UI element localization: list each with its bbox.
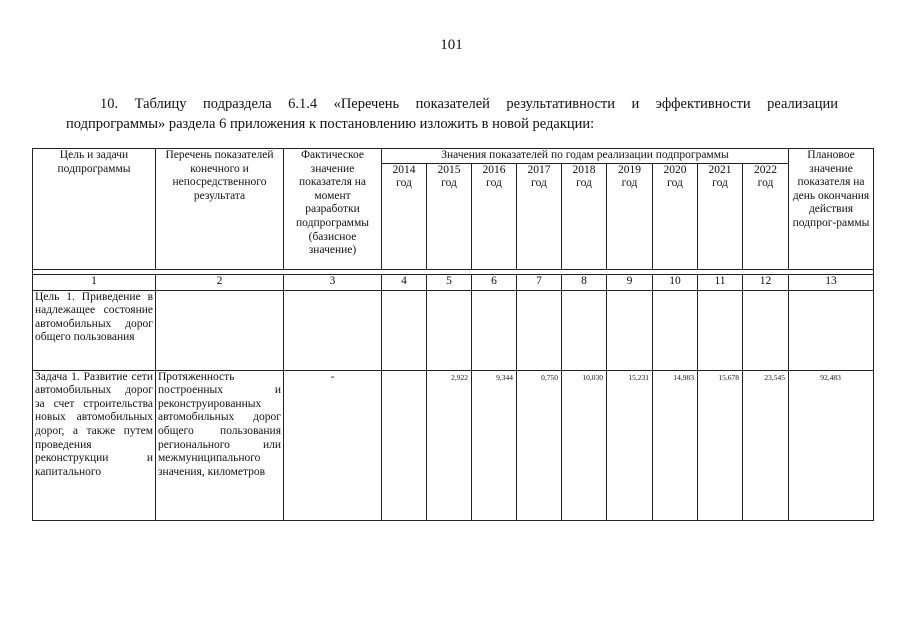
year-value: 2,922: [427, 370, 472, 520]
header-years-group: Значения показателей по годам реализации подпрограммы: [382, 149, 789, 164]
column-number: 13: [789, 274, 874, 290]
header-year: 2018 год: [562, 163, 607, 269]
column-number: 3: [284, 274, 382, 290]
year-value: 9,344: [472, 370, 517, 520]
page-number: 101: [440, 37, 463, 53]
header-year: 2020 год: [653, 163, 698, 269]
header-year: 2017 год: [517, 163, 562, 269]
header-year: 2016 год: [472, 163, 517, 269]
column-number: 1: [33, 274, 156, 290]
goal-text: Цель 1. Приведение в надлежащее состояние автомобильных дорог общего пользования: [33, 290, 156, 370]
column-number: 7: [517, 274, 562, 290]
year-value: 23,545: [743, 370, 789, 520]
task-text: Задача 1. Развитие сети автомобильных дорог за счет строительства новых автомобильных дорог, а также путем проведения реконструкции и капитального: [33, 370, 156, 520]
header-actual-value: Фактическое значение показателя на момент разработки подпрограммы (базисное значение): [284, 149, 382, 270]
header-year: 2014 год: [382, 163, 427, 269]
indicators-table: [32, 148, 874, 521]
column-number: 2: [156, 274, 284, 290]
year-value: [382, 370, 427, 520]
intro-line-2: подпрограммы» раздела 6 приложения к постановлению изложить в новой редакции:: [66, 116, 595, 132]
year-value: 0,750: [517, 370, 562, 520]
year-value: 15,231: [607, 370, 653, 520]
actual-value: -: [284, 370, 382, 520]
column-number: 9: [607, 274, 653, 290]
intro-paragraph: [66, 94, 838, 134]
year-value: 10,030: [562, 370, 607, 520]
header-goals: Цель и задачи подпрограммы: [33, 149, 156, 270]
column-number: 10: [653, 274, 698, 290]
header-year: 2022 год: [743, 163, 789, 269]
header-planned-value: Плановое значение показателя на день окончания действия подпрог-раммы: [789, 149, 874, 270]
column-number: 12: [743, 274, 789, 290]
column-number: 4: [382, 274, 427, 290]
intro-line-1: 10. Таблицу подраздела 6.1.4 «Перечень показателей результативности и эффективности реализации: [100, 96, 838, 112]
column-number: 6: [472, 274, 517, 290]
planned-value: 92,483: [789, 370, 874, 520]
year-value: 14,983: [653, 370, 698, 520]
goal-row: [33, 290, 874, 370]
column-number: 11: [698, 274, 743, 290]
header-indicator-list: Перечень показателей конечного и непосредственного результата: [156, 149, 284, 270]
header-year: 2019 год: [607, 163, 653, 269]
column-number: 8: [562, 274, 607, 290]
column-number: 5: [427, 274, 472, 290]
indicator-text: Протяженность построенных и реконструированных автомобильных дорог общего пользования регионального или межмуниципального значения, километров: [156, 370, 284, 520]
header-year: 2021 год: [698, 163, 743, 269]
task-row: [33, 370, 874, 520]
year-value: 15,678: [698, 370, 743, 520]
header-year: 2015 год: [427, 163, 472, 269]
